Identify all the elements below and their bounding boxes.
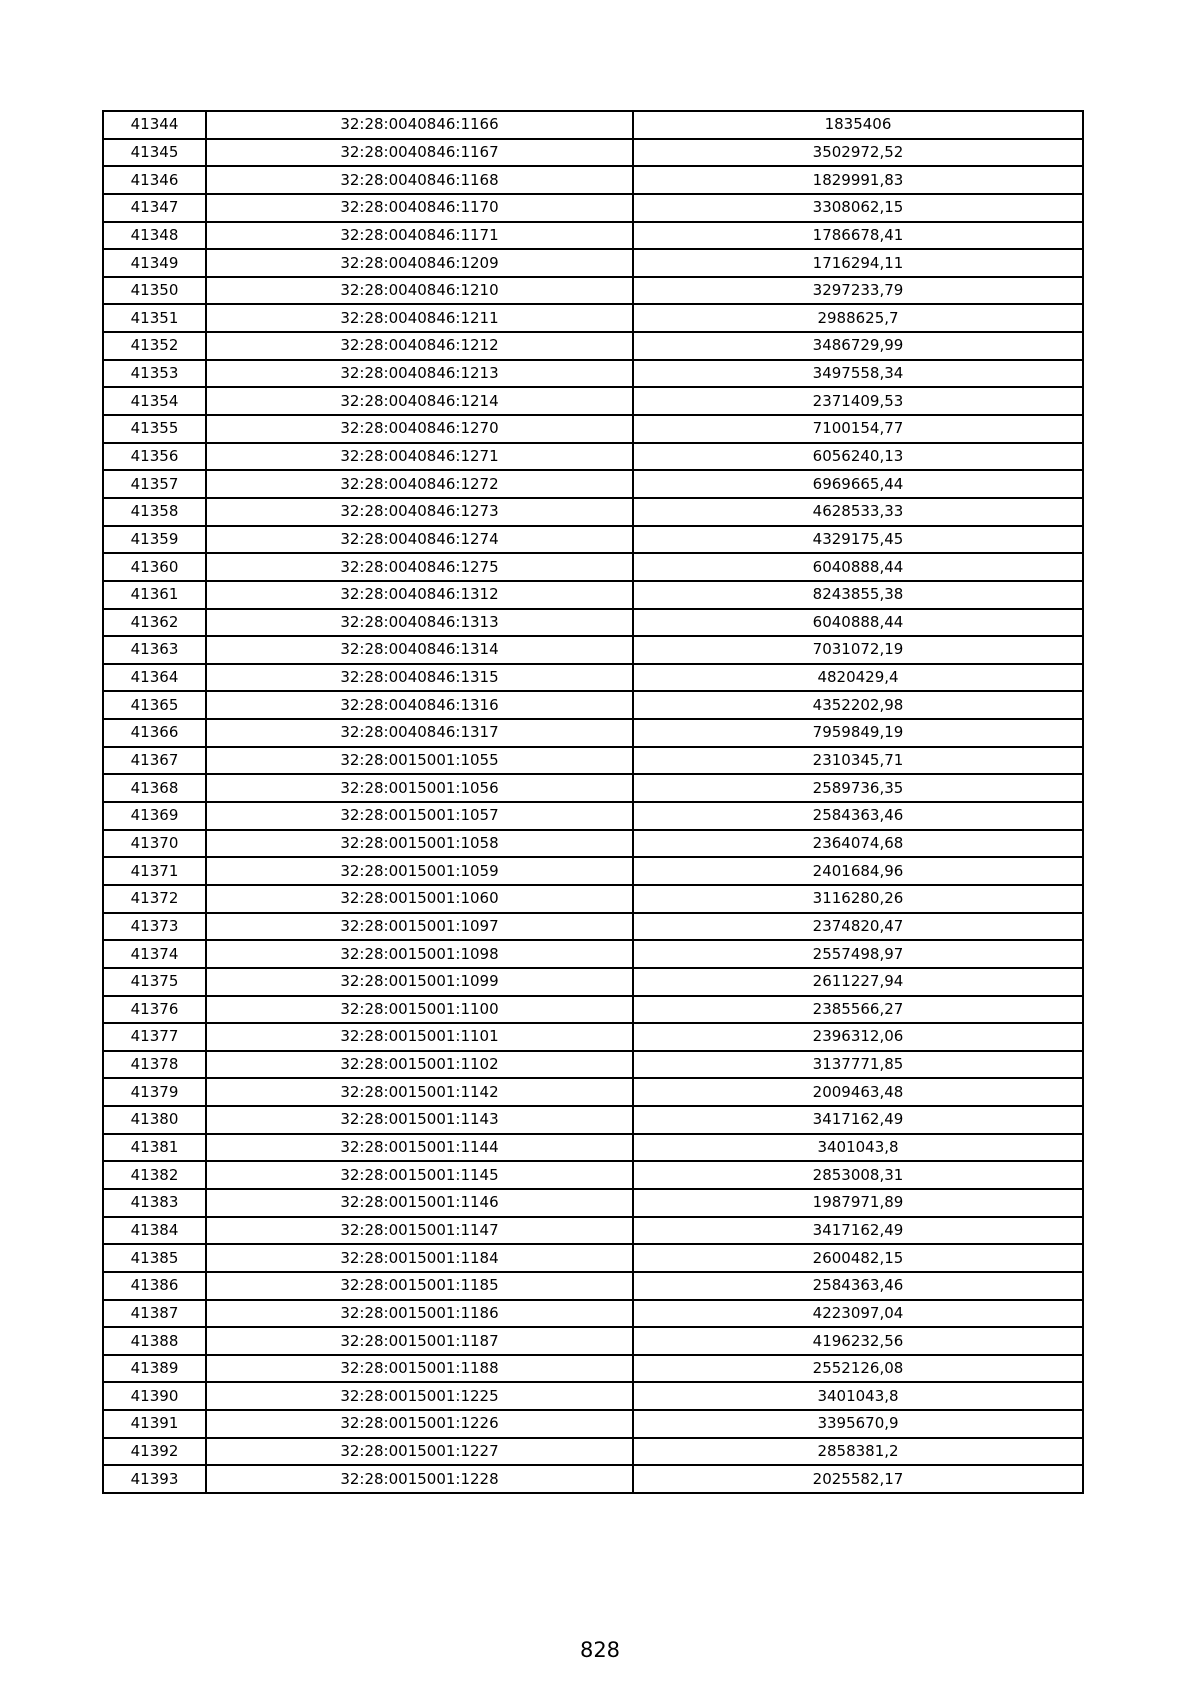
cadastral-value-cell: 2557498,97 xyxy=(633,940,1083,968)
table-row xyxy=(103,609,1083,637)
cadastral-number-cell: 32:28:0015001:1225 xyxy=(206,1382,633,1410)
row-number-cell: 41380 xyxy=(103,1106,206,1134)
cadastral-number-cell: 32:28:0040846:1214 xyxy=(206,387,633,415)
cadastral-value-cell: 2600482,15 xyxy=(633,1244,1083,1272)
cadastral-value-cell: 2401684,96 xyxy=(633,857,1083,885)
cadastral-value-table xyxy=(102,110,1084,1494)
cadastral-value-cell: 6040888,44 xyxy=(633,553,1083,581)
row-number-cell: 41383 xyxy=(103,1189,206,1217)
table-row xyxy=(103,111,1083,139)
cadastral-value-cell: 6969665,44 xyxy=(633,470,1083,498)
cadastral-number-cell: 32:28:0040846:1209 xyxy=(206,249,633,277)
cadastral-value-cell: 3417162,49 xyxy=(633,1106,1083,1134)
cadastral-number-cell: 32:28:0040846:1171 xyxy=(206,222,633,250)
cadastral-number-cell: 32:28:0040846:1271 xyxy=(206,443,633,471)
cadastral-value-cell: 2858381,2 xyxy=(633,1438,1083,1466)
table-row xyxy=(103,1244,1083,1272)
table-row xyxy=(103,1300,1083,1328)
cadastral-number-cell: 32:28:0015001:1056 xyxy=(206,774,633,802)
row-number-cell: 41360 xyxy=(103,553,206,581)
cadastral-number-cell: 32:28:0040846:1168 xyxy=(206,166,633,194)
table-row xyxy=(103,1327,1083,1355)
cadastral-number-cell: 32:28:0015001:1058 xyxy=(206,830,633,858)
cadastral-number-cell: 32:28:0040846:1312 xyxy=(206,581,633,609)
cadastral-value-cell: 3401043,8 xyxy=(633,1134,1083,1162)
cadastral-number-cell: 32:28:0015001:1185 xyxy=(206,1272,633,1300)
cadastral-number-cell: 32:28:0040846:1270 xyxy=(206,415,633,443)
cadastral-value-cell: 6056240,13 xyxy=(633,443,1083,471)
row-number-cell: 41376 xyxy=(103,996,206,1024)
table-row xyxy=(103,940,1083,968)
cadastral-value-cell: 2589736,35 xyxy=(633,774,1083,802)
cadastral-value-cell: 2988625,7 xyxy=(633,304,1083,332)
table-row xyxy=(103,581,1083,609)
row-number-cell: 41357 xyxy=(103,470,206,498)
cadastral-value-cell: 3137771,85 xyxy=(633,1051,1083,1079)
cadastral-number-cell: 32:28:0040846:1212 xyxy=(206,332,633,360)
cadastral-value-cell: 1786678,41 xyxy=(633,222,1083,250)
row-number-cell: 41347 xyxy=(103,194,206,222)
cadastral-number-cell: 32:28:0040846:1316 xyxy=(206,691,633,719)
row-number-cell: 41354 xyxy=(103,387,206,415)
row-number-cell: 41384 xyxy=(103,1217,206,1245)
cadastral-value-cell: 3486729,99 xyxy=(633,332,1083,360)
cadastral-value-cell: 7031072,19 xyxy=(633,636,1083,664)
row-number-cell: 41382 xyxy=(103,1161,206,1189)
row-number-cell: 41361 xyxy=(103,581,206,609)
cadastral-number-cell: 32:28:0040846:1314 xyxy=(206,636,633,664)
cadastral-value-cell: 4196232,56 xyxy=(633,1327,1083,1355)
cadastral-value-cell: 3308062,15 xyxy=(633,194,1083,222)
table-row xyxy=(103,1355,1083,1383)
table-row xyxy=(103,1106,1083,1134)
cadastral-value-cell: 2611227,94 xyxy=(633,968,1083,996)
row-number-cell: 41377 xyxy=(103,1023,206,1051)
table-row xyxy=(103,1078,1083,1106)
table-row xyxy=(103,857,1083,885)
cadastral-number-cell: 32:28:0015001:1100 xyxy=(206,996,633,1024)
row-number-cell: 41388 xyxy=(103,1327,206,1355)
cadastral-value-cell: 2853008,31 xyxy=(633,1161,1083,1189)
row-number-cell: 41364 xyxy=(103,664,206,692)
row-number-cell: 41389 xyxy=(103,1355,206,1383)
table-row xyxy=(103,222,1083,250)
cadastral-number-cell: 32:28:0015001:1145 xyxy=(206,1161,633,1189)
cadastral-value-cell: 2371409,53 xyxy=(633,387,1083,415)
cadastral-value-cell: 3417162,49 xyxy=(633,1217,1083,1245)
cadastral-number-cell: 32:28:0015001:1146 xyxy=(206,1189,633,1217)
table-row xyxy=(103,1134,1083,1162)
row-number-cell: 41379 xyxy=(103,1078,206,1106)
cadastral-number-cell: 32:28:0015001:1057 xyxy=(206,802,633,830)
row-number-cell: 41358 xyxy=(103,498,206,526)
table-row xyxy=(103,526,1083,554)
cadastral-number-cell: 32:28:0040846:1313 xyxy=(206,609,633,637)
cadastral-number-cell: 32:28:0040846:1167 xyxy=(206,139,633,167)
cadastral-number-cell: 32:28:0015001:1188 xyxy=(206,1355,633,1383)
cadastral-value-cell: 2396312,06 xyxy=(633,1023,1083,1051)
row-number-cell: 41373 xyxy=(103,913,206,941)
cadastral-number-cell: 32:28:0015001:1055 xyxy=(206,747,633,775)
table-row xyxy=(103,1410,1083,1438)
cadastral-value-cell: 4329175,45 xyxy=(633,526,1083,554)
row-number-cell: 41346 xyxy=(103,166,206,194)
row-number-cell: 41371 xyxy=(103,857,206,885)
cadastral-number-cell: 32:28:0040846:1317 xyxy=(206,719,633,747)
table-row xyxy=(103,774,1083,802)
cadastral-number-cell: 32:28:0015001:1186 xyxy=(206,1300,633,1328)
cadastral-number-cell: 32:28:0015001:1227 xyxy=(206,1438,633,1466)
page-number: 828 xyxy=(579,1638,621,1662)
row-number-cell: 41363 xyxy=(103,636,206,664)
table-row xyxy=(103,636,1083,664)
row-number-cell: 41369 xyxy=(103,802,206,830)
row-number-cell: 41348 xyxy=(103,222,206,250)
cadastral-number-cell: 32:28:0015001:1144 xyxy=(206,1134,633,1162)
cadastral-value-cell: 1987971,89 xyxy=(633,1189,1083,1217)
table-row xyxy=(103,166,1083,194)
table-row xyxy=(103,1382,1083,1410)
cadastral-number-cell: 32:28:0040846:1315 xyxy=(206,664,633,692)
cadastral-value-cell: 7100154,77 xyxy=(633,415,1083,443)
cadastral-number-cell: 32:28:0040846:1274 xyxy=(206,526,633,554)
table-row xyxy=(103,470,1083,498)
row-number-cell: 41386 xyxy=(103,1272,206,1300)
table-row xyxy=(103,553,1083,581)
table-row xyxy=(103,1023,1083,1051)
table-row xyxy=(103,996,1083,1024)
cadastral-value-cell: 3502972,52 xyxy=(633,139,1083,167)
table-body xyxy=(103,111,1083,1493)
cadastral-number-cell: 32:28:0040846:1211 xyxy=(206,304,633,332)
cadastral-value-cell: 2009463,48 xyxy=(633,1078,1083,1106)
cadastral-value-cell: 2364074,68 xyxy=(633,830,1083,858)
cadastral-value-cell: 1829991,83 xyxy=(633,166,1083,194)
cadastral-number-cell: 32:28:0015001:1101 xyxy=(206,1023,633,1051)
cadastral-number-cell: 32:28:0040846:1170 xyxy=(206,194,633,222)
table-row xyxy=(103,139,1083,167)
cadastral-number-cell: 32:28:0015001:1098 xyxy=(206,940,633,968)
row-number-cell: 41385 xyxy=(103,1244,206,1272)
cadastral-value-cell: 1835406 xyxy=(633,111,1083,139)
table-row xyxy=(103,1189,1083,1217)
row-number-cell: 41366 xyxy=(103,719,206,747)
cadastral-value-cell: 2310345,71 xyxy=(633,747,1083,775)
table-row xyxy=(103,1217,1083,1245)
table-row xyxy=(103,913,1083,941)
row-number-cell: 41391 xyxy=(103,1410,206,1438)
row-number-cell: 41368 xyxy=(103,774,206,802)
cadastral-number-cell: 32:28:0015001:1102 xyxy=(206,1051,633,1079)
table-row xyxy=(103,415,1083,443)
cadastral-number-cell: 32:28:0040846:1166 xyxy=(206,111,633,139)
cadastral-number-cell: 32:28:0040846:1272 xyxy=(206,470,633,498)
table-row xyxy=(103,747,1083,775)
row-number-cell: 41378 xyxy=(103,1051,206,1079)
table-row xyxy=(103,443,1083,471)
cadastral-value-cell: 1716294,11 xyxy=(633,249,1083,277)
cadastral-number-cell: 32:28:0040846:1273 xyxy=(206,498,633,526)
row-number-cell: 41356 xyxy=(103,443,206,471)
cadastral-number-cell: 32:28:0015001:1142 xyxy=(206,1078,633,1106)
cadastral-value-cell: 3116280,26 xyxy=(633,885,1083,913)
cadastral-value-cell: 4223097,04 xyxy=(633,1300,1083,1328)
row-number-cell: 41387 xyxy=(103,1300,206,1328)
table-row xyxy=(103,802,1083,830)
table-row xyxy=(103,249,1083,277)
cadastral-number-cell: 32:28:0040846:1210 xyxy=(206,277,633,305)
table-row xyxy=(103,1161,1083,1189)
table-row xyxy=(103,360,1083,388)
table-row xyxy=(103,1438,1083,1466)
cadastral-value-cell: 3401043,8 xyxy=(633,1382,1083,1410)
row-number-cell: 41381 xyxy=(103,1134,206,1162)
table-row xyxy=(103,691,1083,719)
row-number-cell: 41344 xyxy=(103,111,206,139)
row-number-cell: 41352 xyxy=(103,332,206,360)
cadastral-value-cell: 6040888,44 xyxy=(633,609,1083,637)
row-number-cell: 41355 xyxy=(103,415,206,443)
row-number-cell: 41362 xyxy=(103,609,206,637)
cadastral-number-cell: 32:28:0015001:1184 xyxy=(206,1244,633,1272)
cadastral-value-cell: 7959849,19 xyxy=(633,719,1083,747)
table-row xyxy=(103,332,1083,360)
table-row xyxy=(103,1465,1083,1493)
cadastral-number-cell: 32:28:0015001:1099 xyxy=(206,968,633,996)
table-row xyxy=(103,719,1083,747)
row-number-cell: 41345 xyxy=(103,139,206,167)
row-number-cell: 41353 xyxy=(103,360,206,388)
cadastral-number-cell: 32:28:0015001:1143 xyxy=(206,1106,633,1134)
row-number-cell: 41370 xyxy=(103,830,206,858)
cadastral-value-cell: 4352202,98 xyxy=(633,691,1083,719)
table-row xyxy=(103,498,1083,526)
cadastral-value-cell: 2552126,08 xyxy=(633,1355,1083,1383)
cadastral-value-cell: 2584363,46 xyxy=(633,1272,1083,1300)
row-number-cell: 41375 xyxy=(103,968,206,996)
cadastral-number-cell: 32:28:0015001:1228 xyxy=(206,1465,633,1493)
cadastral-value-cell: 3297233,79 xyxy=(633,277,1083,305)
cadastral-number-cell: 32:28:0015001:1097 xyxy=(206,913,633,941)
table-row xyxy=(103,387,1083,415)
table-row xyxy=(103,968,1083,996)
cadastral-value-cell: 3497558,34 xyxy=(633,360,1083,388)
row-number-cell: 41349 xyxy=(103,249,206,277)
cadastral-value-cell: 2385566,27 xyxy=(633,996,1083,1024)
row-number-cell: 41365 xyxy=(103,691,206,719)
table-row xyxy=(103,830,1083,858)
cadastral-number-cell: 32:28:0040846:1213 xyxy=(206,360,633,388)
row-number-cell: 41372 xyxy=(103,885,206,913)
cadastral-value-cell: 3395670,9 xyxy=(633,1410,1083,1438)
table-row xyxy=(103,1051,1083,1079)
table-row xyxy=(103,1272,1083,1300)
table-row xyxy=(103,277,1083,305)
cadastral-value-cell: 2584363,46 xyxy=(633,802,1083,830)
table-row xyxy=(103,304,1083,332)
row-number-cell: 41351 xyxy=(103,304,206,332)
cadastral-number-cell: 32:28:0015001:1060 xyxy=(206,885,633,913)
cadastral-number-cell: 32:28:0015001:1226 xyxy=(206,1410,633,1438)
cadastral-value-cell: 4820429,4 xyxy=(633,664,1083,692)
row-number-cell: 41390 xyxy=(103,1382,206,1410)
cadastral-number-cell: 32:28:0015001:1059 xyxy=(206,857,633,885)
cadastral-number-cell: 32:28:0015001:1147 xyxy=(206,1217,633,1245)
row-number-cell: 41350 xyxy=(103,277,206,305)
row-number-cell: 41374 xyxy=(103,940,206,968)
cadastral-value-cell: 4628533,33 xyxy=(633,498,1083,526)
row-number-cell: 41359 xyxy=(103,526,206,554)
table-row xyxy=(103,885,1083,913)
table-row xyxy=(103,194,1083,222)
row-number-cell: 41367 xyxy=(103,747,206,775)
table-row xyxy=(103,664,1083,692)
cadastral-value-cell: 2025582,17 xyxy=(633,1465,1083,1493)
row-number-cell: 41393 xyxy=(103,1465,206,1493)
cadastral-number-cell: 32:28:0015001:1187 xyxy=(206,1327,633,1355)
row-number-cell: 41392 xyxy=(103,1438,206,1466)
cadastral-value-cell: 8243855,38 xyxy=(633,581,1083,609)
cadastral-number-cell: 32:28:0040846:1275 xyxy=(206,553,633,581)
cadastral-value-cell: 2374820,47 xyxy=(633,913,1083,941)
